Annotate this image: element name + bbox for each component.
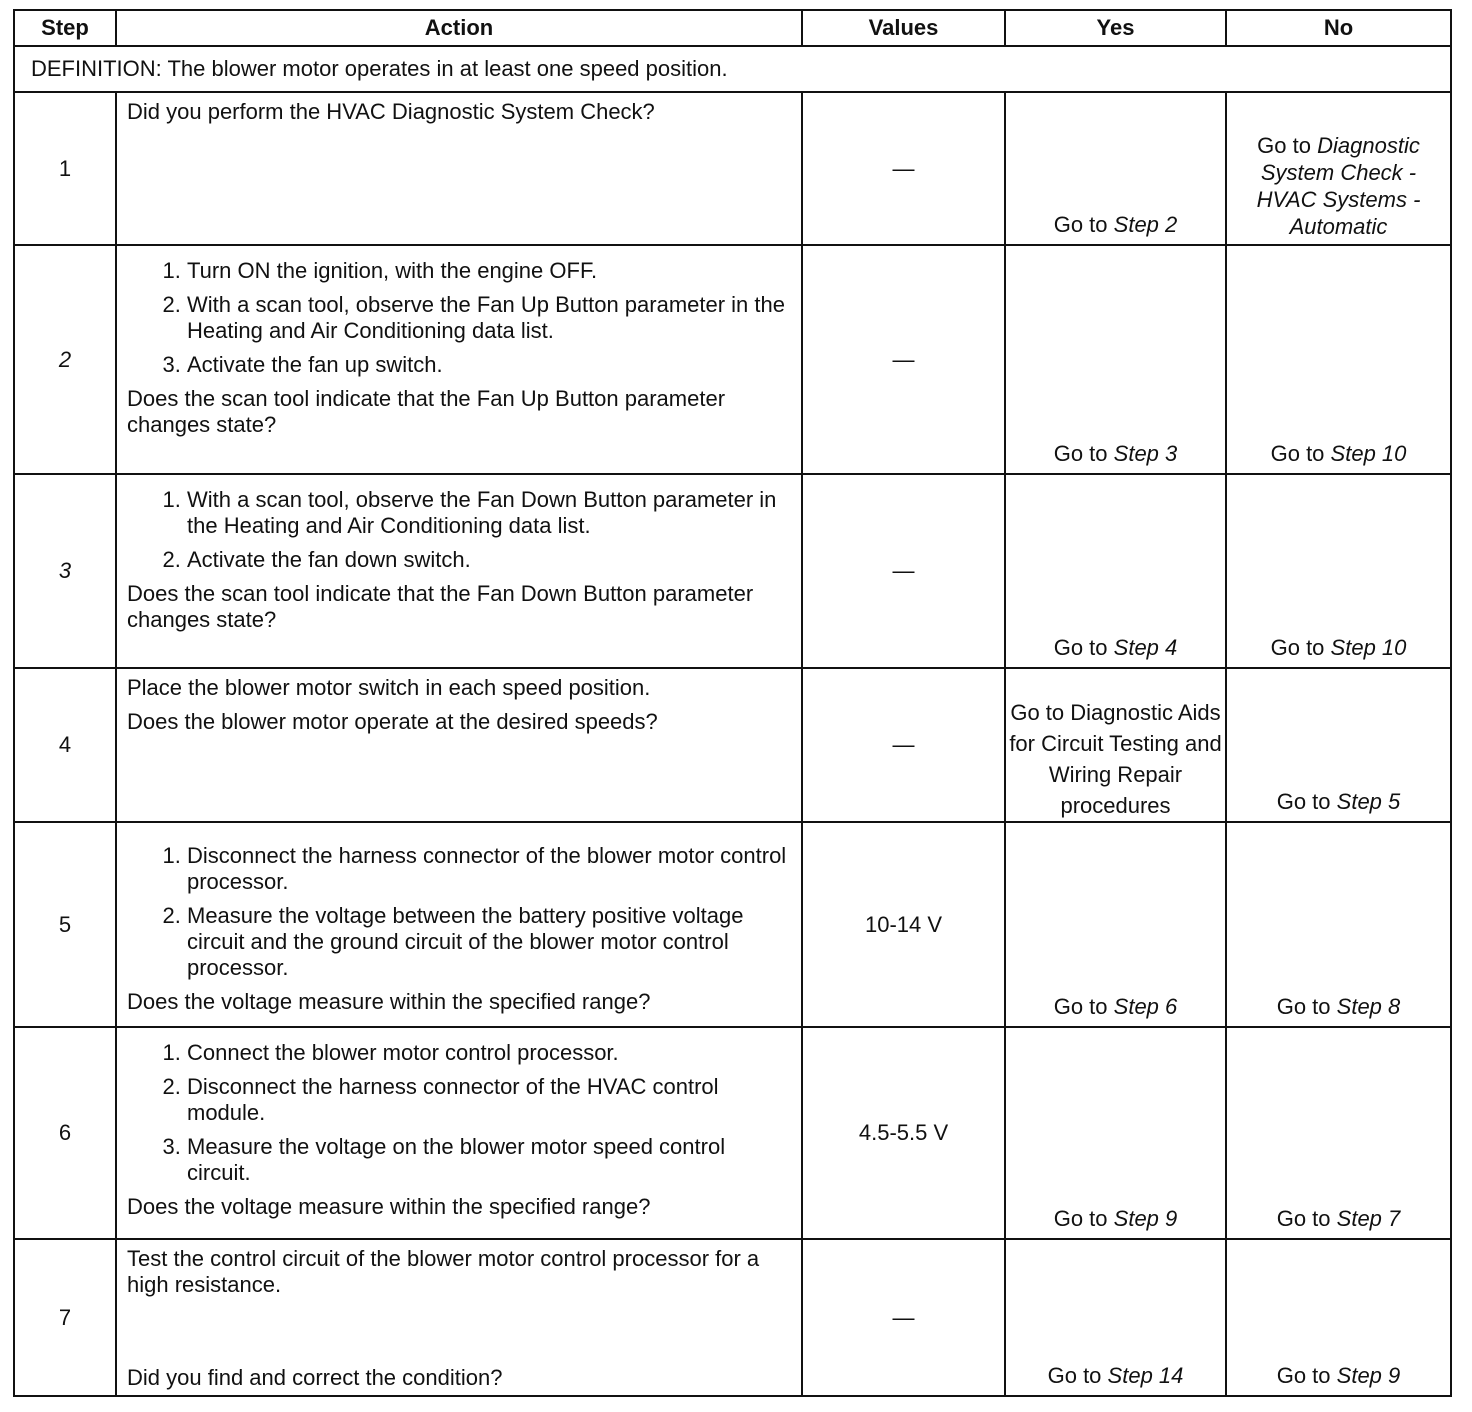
action-item: 3. Activate the fan up switch. (187, 352, 793, 378)
action-item: 2. Disconnect the harness connector of the HVAC control module. (187, 1074, 793, 1126)
step-number: 6 (14, 1027, 116, 1239)
value-cell: 10-14 V (802, 822, 1005, 1027)
table-row (14, 245, 1451, 474)
yes-target: Step 9 (1113, 1206, 1178, 1231)
yes-cell (1005, 1239, 1226, 1396)
yes-target: Step 6 (1113, 994, 1178, 1019)
action-cell (116, 822, 802, 1027)
action-cell (116, 668, 802, 822)
table-row (14, 474, 1451, 668)
goto-label: Go to (1270, 441, 1325, 466)
table-row (14, 1027, 1451, 1239)
action-intro: Place the blower motor switch in each speed position. (127, 675, 651, 700)
goto-label: Go to (1053, 1206, 1108, 1231)
diagnostic-table (13, 9, 1452, 1397)
header-no: No (1226, 10, 1451, 46)
action-question: Does the voltage measure within the specified range? (127, 989, 651, 1014)
definition-text: DEFINITION: The blower motor operates in at least one speed position. (14, 46, 1451, 92)
action-cell (116, 1027, 802, 1239)
value-cell: — (802, 668, 1005, 822)
no-target: Step 7 (1336, 1206, 1401, 1231)
goto-label: Go to (1053, 441, 1108, 466)
action-item: 1. With a scan tool, observe the Fan Down Button parameter in the Heating and Air Conditioning data list. (187, 487, 793, 539)
goto-label: Go to (1270, 635, 1325, 660)
step-number: 5 (14, 822, 116, 1027)
step-number: 3 (14, 474, 116, 668)
action-item: 1. Turn ON the ignition, with the engine OFF. (187, 258, 793, 284)
no-cell (1226, 92, 1451, 245)
value-cell: — (802, 474, 1005, 668)
action-item: 3. Measure the voltage on the blower motor speed control circuit. (187, 1134, 793, 1186)
goto-label: Go to (1053, 635, 1108, 660)
action-list (127, 1040, 793, 1186)
action-item: 2. Measure the voltage between the battery positive voltage circuit and the ground circuit of the blower motor control processor. (187, 903, 793, 981)
action-item: 1. Connect the blower motor control processor. (187, 1040, 793, 1066)
yes-target: Step 2 (1113, 212, 1178, 237)
goto-label: Go to (1053, 994, 1108, 1019)
header-step: Step (14, 10, 116, 46)
action-list (127, 487, 793, 573)
value-cell: 4.5-5.5 V (802, 1027, 1005, 1239)
yes-cell (1005, 245, 1226, 474)
goto-label: Go to (1276, 994, 1331, 1019)
table-row (14, 92, 1451, 245)
action-cell (116, 245, 802, 474)
no-target-line: Diagnostic (1317, 133, 1420, 158)
action-list (127, 258, 793, 378)
action-item: 2. With a scan tool, observe the Fan Up Button parameter in the Heating and Air Conditioning data list. (187, 292, 793, 344)
action-intro: Test the control circuit of the blower motor control processor for a high resistance. (127, 1246, 760, 1297)
yes-target: Step 4 (1113, 635, 1178, 660)
goto-label: Go to (1276, 1206, 1331, 1231)
action-cell (116, 1239, 802, 1396)
action-list (127, 843, 793, 981)
header-values: Values (802, 10, 1005, 46)
definition-row (14, 46, 1451, 92)
value-cell: — (802, 1239, 1005, 1396)
no-cell (1226, 474, 1451, 668)
no-target: Step 5 (1336, 789, 1401, 814)
action-item: 2. Activate the fan down switch. (187, 547, 793, 573)
no-target-line: HVAC Systems - (1256, 187, 1421, 212)
action-intro: Did you perform the HVAC Diagnostic System Check? (127, 99, 655, 124)
value-cell: — (802, 92, 1005, 245)
no-cell (1226, 245, 1451, 474)
no-target: Step 10 (1330, 441, 1407, 466)
no-target: Step 10 (1330, 635, 1407, 660)
yes-cell (1005, 474, 1226, 668)
value-cell: — (802, 245, 1005, 474)
yes-target: Step 3 (1113, 441, 1178, 466)
no-cell (1226, 1027, 1451, 1239)
no-target: Step 9 (1336, 1363, 1401, 1388)
step-number: 1 (14, 92, 116, 245)
no-cell (1226, 1239, 1451, 1396)
no-target-line: Automatic (1289, 214, 1388, 239)
header-row (14, 10, 1451, 46)
yes-cell (1005, 822, 1226, 1027)
header-action: Action (116, 10, 802, 46)
action-cell (116, 474, 802, 668)
action-question: Does the voltage measure within the specified range? (127, 1194, 651, 1219)
goto-label: Go to (1276, 1363, 1331, 1388)
header-yes: Yes (1005, 10, 1226, 46)
goto-label: Go to (1276, 789, 1331, 814)
action-question: Did you find and correct the condition? (127, 1365, 503, 1390)
action-item: 1. Disconnect the harness connector of the blower motor control processor. (187, 843, 793, 895)
no-cell (1226, 822, 1451, 1027)
no-target-line: System Check - (1260, 160, 1417, 185)
table-row (14, 822, 1451, 1027)
step-number: 2 (14, 245, 116, 474)
goto-label: Go to (1257, 133, 1311, 158)
goto-label: Go to (1053, 212, 1108, 237)
action-question: Does the blower motor operate at the desired speeds? (127, 709, 658, 734)
action-cell (116, 92, 802, 245)
step-number: 7 (14, 1239, 116, 1396)
no-cell (1226, 668, 1451, 822)
action-question: Does the scan tool indicate that the Fan Down Button parameter changes state? (127, 581, 754, 632)
step-number: 4 (14, 668, 116, 822)
goto-label: Go to (1047, 1363, 1102, 1388)
yes-cell (1005, 92, 1226, 245)
table-row (14, 668, 1451, 822)
action-question: Does the scan tool indicate that the Fan Up Button parameter changes state? (127, 386, 726, 437)
yes-cell: Go to Diagnostic Aids for Circuit Testing and Wiring Repair procedures (1005, 668, 1226, 822)
yes-target: Step 14 (1107, 1363, 1184, 1388)
no-target: Step 8 (1336, 994, 1401, 1019)
table-row (14, 1239, 1451, 1396)
yes-cell (1005, 1027, 1226, 1239)
